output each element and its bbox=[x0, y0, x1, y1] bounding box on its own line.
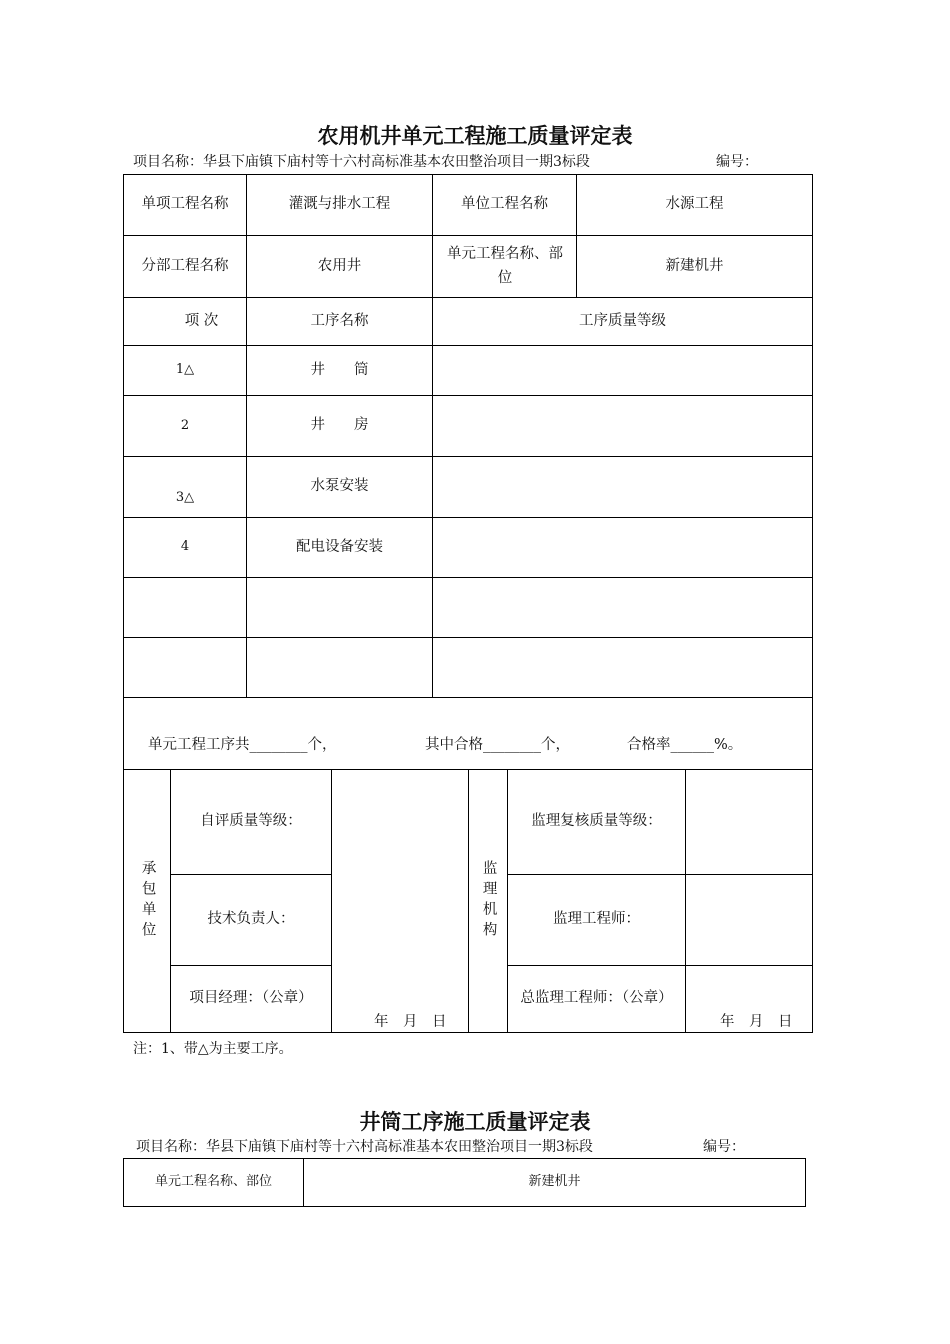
division-value: 农用井 bbox=[317, 257, 362, 274]
review-grade-label: 监理复核质量等级： bbox=[531, 813, 662, 830]
item-name: 水泵安装 bbox=[310, 478, 369, 495]
element-value: 新建机井 bbox=[665, 257, 724, 274]
pm-label: 项目经理：（公章） bbox=[189, 990, 313, 1007]
chief-label: 总监理工程师：（公章） bbox=[520, 990, 673, 1007]
contractor-label: 承包单位 bbox=[139, 860, 156, 942]
summary-total: 单元工程工序共________个， bbox=[148, 737, 337, 753]
single-item-value: 灌溉与排水工程 bbox=[288, 196, 391, 213]
form2-element-value: 新建机井 bbox=[528, 1174, 581, 1190]
form1-code-label: 编号： bbox=[716, 154, 758, 170]
supervisor-date: 年 月 日 bbox=[720, 1014, 793, 1030]
unit-project-label: 单位工程名称 bbox=[461, 196, 548, 213]
form1-project-name: 项目名称：华县下庙镇下庙村等十六村高标准基本农田整治项目一期3标段 bbox=[133, 154, 590, 170]
single-item-label: 单项工程名称 bbox=[141, 196, 229, 213]
contractor-date: 年 月 日 bbox=[374, 1014, 447, 1030]
item-no: 3△ bbox=[175, 490, 195, 506]
form2-title: 井筒工序施工质量评定表 bbox=[359, 1110, 591, 1134]
tech-lead-label: 技术负责人： bbox=[207, 911, 295, 928]
supervisor-label: 监理机构 bbox=[480, 860, 497, 942]
item-no: 4 bbox=[180, 539, 190, 555]
item-name: 井 房 bbox=[310, 417, 369, 434]
item-name: 井 筒 bbox=[310, 361, 369, 378]
element-label: 单元工程名称、部位 bbox=[447, 246, 563, 286]
item-name: 配电设备安装 bbox=[296, 538, 383, 555]
division-label: 分部工程名称 bbox=[141, 257, 229, 274]
header-process-grade: 工序质量等级 bbox=[579, 312, 666, 329]
item-no: 2 bbox=[180, 417, 190, 433]
form1-title: 农用机井单元工程施工质量评定表 bbox=[317, 124, 633, 148]
summary-pass: 其中合格________个， bbox=[425, 737, 570, 753]
unit-project-value: 水源工程 bbox=[665, 196, 724, 213]
form2-project-name: 项目名称：华县下庙镇下庙村等十六村高标准基本农田整治项目一期3标段 bbox=[136, 1139, 593, 1155]
header-process-name: 工序名称 bbox=[310, 312, 369, 329]
engineer-label: 监理工程师： bbox=[553, 911, 640, 928]
summary-rate: 合格率______%。 bbox=[627, 737, 743, 753]
header-item-no: 项 次 bbox=[184, 312, 219, 329]
form2-element-label: 单元工程名称、部位 bbox=[154, 1174, 272, 1190]
form1-note: 注：1、带△为主要工序。 bbox=[133, 1041, 293, 1057]
self-grade-label: 自评质量等级： bbox=[200, 813, 302, 830]
item-no: 1△ bbox=[175, 362, 195, 378]
form2-code-label: 编号： bbox=[703, 1139, 745, 1155]
